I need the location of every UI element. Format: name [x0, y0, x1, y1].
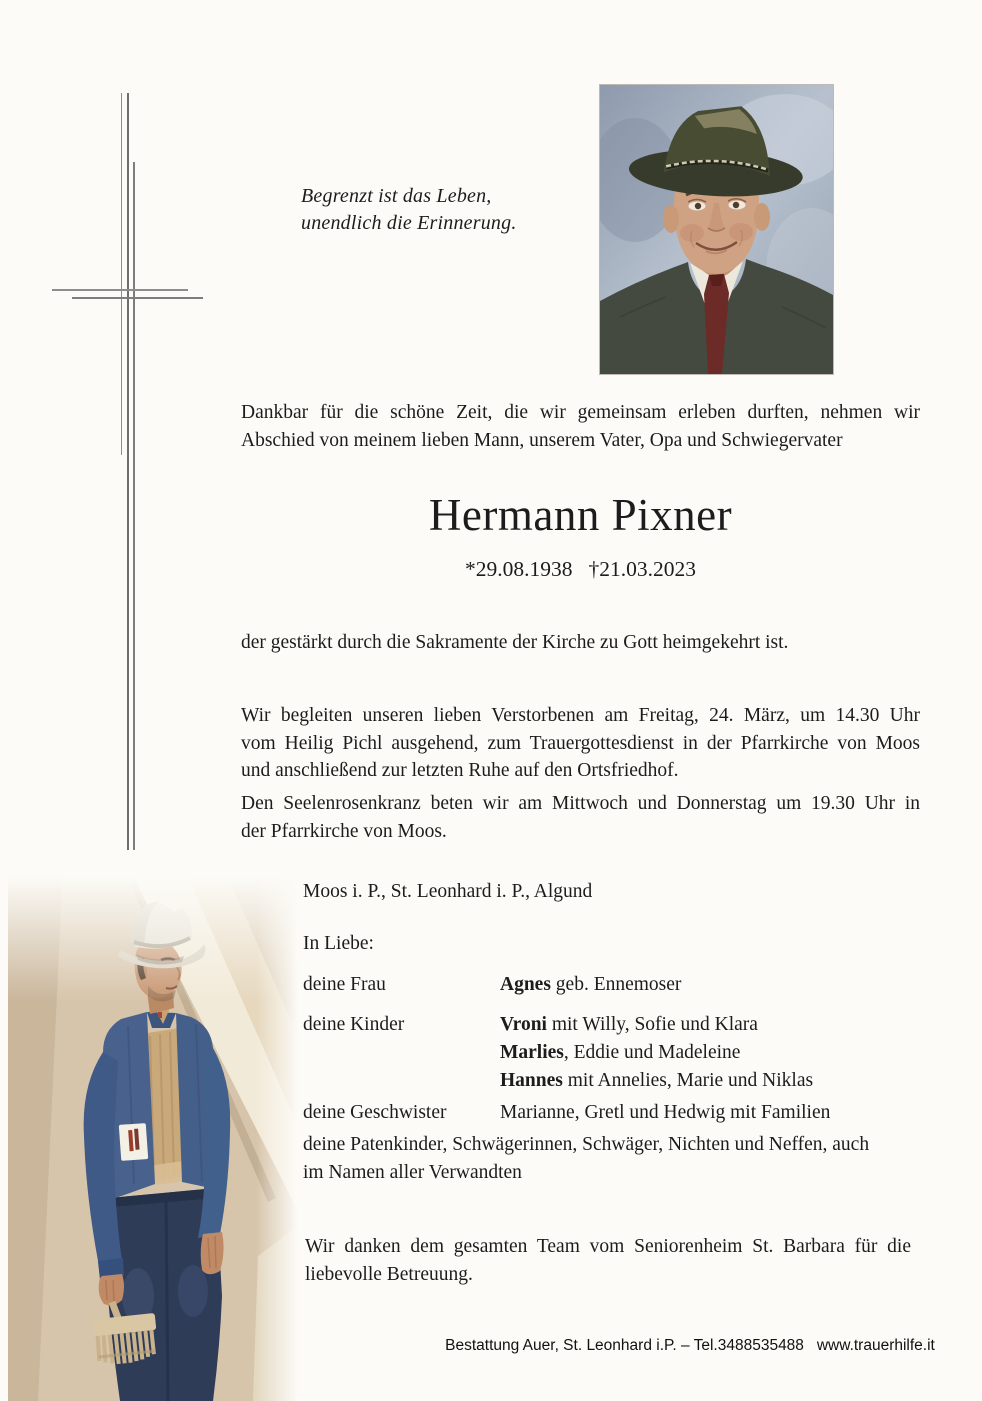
family-names	[500, 971, 681, 999]
cross-vertical-line-short	[121, 93, 123, 455]
quote-line: Begrenzt ist das Leben,	[301, 185, 492, 207]
intro-line: Dankbar für die schöne Zeit, die wir gemeinsam erleben durften, nehmen wir	[241, 402, 920, 423]
rosary-line: der Pfarrkirche von Moos.	[241, 820, 447, 842]
rosary-line: Den Seelenrosenkranz beten wir am Mittwoch und Donnerstag um 19.30 Uhr in	[241, 793, 920, 814]
cross-horizontal-line-upper	[52, 289, 188, 291]
family-name-rest: , Eddie und Madeleine	[563, 1042, 741, 1063]
funeral-line: und anschließend zur letzten Ruhe auf den Ortsfriedhof.	[241, 760, 679, 781]
cross-vertical-line-right	[133, 162, 135, 850]
family-name-bold: Agnes	[500, 974, 551, 995]
memorial-quote	[301, 183, 517, 237]
family-name-bold: Marlies	[500, 1042, 564, 1063]
thanks-line: liebevolle Betreuung.	[305, 1263, 473, 1285]
thanks-line: Wir danken dem gesamten Team vom Seniorenheim St. Barbara für die	[305, 1236, 911, 1257]
family-names-line	[500, 1039, 813, 1067]
places-line: Moos i. P., St. Leonhard i. P., Algund	[303, 881, 593, 902]
family-names	[500, 1099, 830, 1127]
intro-line: Abschied von meinem lieben Mann, unserem Vater, Opa und Schwiegervater	[241, 429, 843, 451]
family-name-rest: mit Annelies, Marie und Niklas	[562, 1070, 814, 1091]
life-dates	[241, 557, 920, 582]
rosary-paragraph	[241, 790, 920, 845]
photo-top-fade	[8, 866, 298, 1001]
family-relation-label: deine Kinder	[303, 1014, 405, 1035]
cross-vertical-line-main	[127, 93, 129, 850]
family-relation-label: deine Geschwister	[303, 1102, 447, 1123]
additional-line: deine Patenkinder, Schwägerinnen, Schwäger, Nichten und Neffen, auch	[303, 1134, 870, 1155]
additional-line: im Namen aller Verwandten	[303, 1161, 522, 1183]
photo-right-fade	[256, 866, 298, 1401]
worker-photo	[8, 866, 298, 1401]
cross-horizontal-line-lower	[72, 297, 203, 299]
closing-line	[241, 629, 920, 657]
family-name-bold: Vroni	[500, 1014, 547, 1035]
footer-funeral-home: Bestattung Auer, St. Leonhard i.P. – Tel.3488535488 www.trauerhilfe.it	[445, 1337, 935, 1354]
family-name-rest: geb. Ennemoser	[550, 974, 682, 995]
birth-date: *29.08.1938	[465, 557, 573, 581]
family-names-line	[500, 1067, 813, 1095]
funeral-paragraph	[241, 702, 920, 785]
family-names	[500, 1011, 813, 1095]
family-heading: In Liebe:	[303, 933, 374, 954]
family-name-rest: Marianne, Gretl und Hedwig mit Familien	[500, 1102, 831, 1123]
funeral-line: vom Heilig Pichl ausgehend, zum Trauergottesdienst in der Pfarrkirche von Moos	[241, 732, 920, 754]
intro-paragraph	[241, 399, 920, 454]
additional-mourners	[303, 1131, 918, 1186]
closing-text: der gestärkt durch die Sakramente der Kirche zu Gott heimgekehrt ist.	[241, 632, 789, 653]
thanks-paragraph	[305, 1233, 911, 1288]
family-name-bold: Hannes	[500, 1070, 563, 1091]
death-date: †21.03.2023	[588, 557, 696, 581]
funeral-line: Wir begleiten unseren lieben Verstorbenen am Freitag, 24. März, um 14.30 Uhr	[241, 705, 920, 726]
portrait-photo	[600, 85, 833, 374]
deceased-name: Hermann Pixner	[428, 490, 733, 540]
family-name-rest: mit Willy, Sofie und Klara	[546, 1014, 758, 1035]
portrait-illustration	[600, 85, 833, 374]
family-names-line	[500, 1011, 813, 1039]
quote-line: unendlich die Erinnerung.	[301, 212, 517, 234]
family-relation-label: deine Frau	[303, 974, 386, 995]
